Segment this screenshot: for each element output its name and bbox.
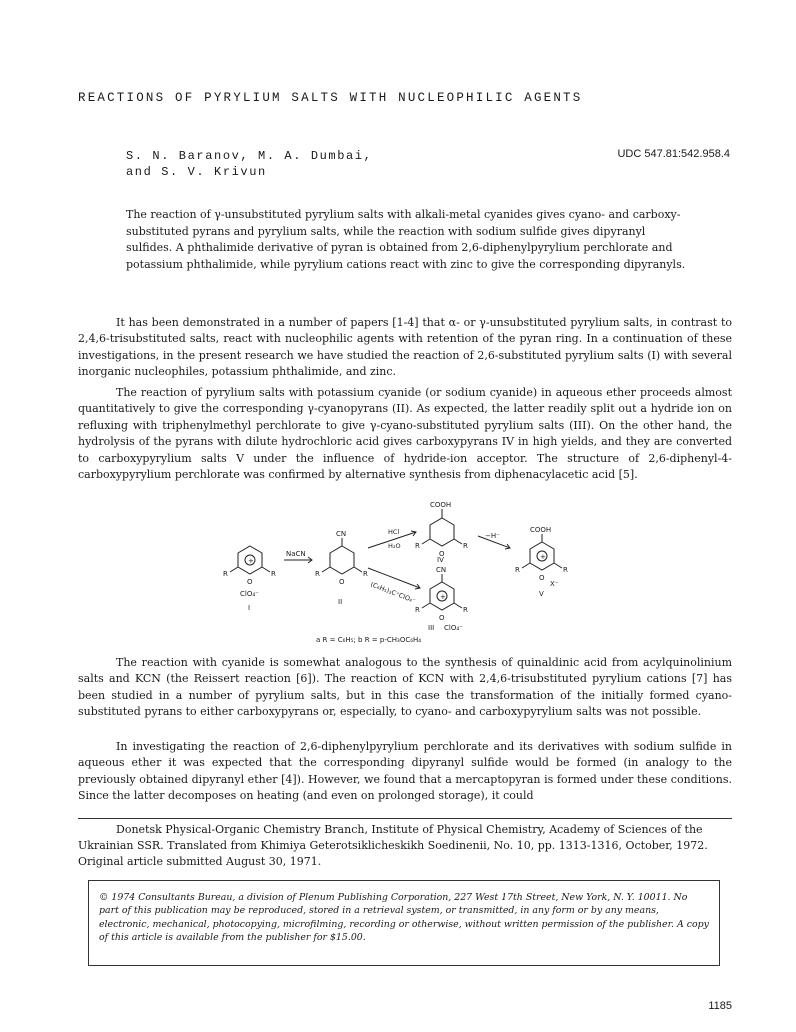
- udc-code: UDC 547.81:542.958.4: [617, 148, 730, 160]
- substituent-r: R: [463, 542, 468, 550]
- compound-label-iv: IV: [437, 556, 444, 564]
- body-paragraph-1: [78, 315, 732, 381]
- authors-line-2: and S. V. Krivun: [126, 165, 267, 179]
- ring-ii: [330, 546, 354, 574]
- substituent-r: R: [271, 570, 276, 578]
- ring-iv: [430, 518, 454, 546]
- paragraph-text: It has been demonstrated in a number of papers [1-4] that α- or γ-unsubstituted pyrylium salts, in contrast to 2,4,6-trisubstituted salts, react with nucleophilic agents with retention of the pyran ring. In a continuation of these investigations, in the present research we have studied the reaction of 2,6-substituted pyrylium salts (I) with several inorganic nucleophiles, potassium phthalimide, and zinc.: [78, 316, 732, 379]
- paragraph-text: In investigating the reaction of 2,6-diphenylpyrylium perchlorate and its derivatives with sodium sulfide in aqueous ether it was expected that the corresponding dipyranyl sulfide would be formed (in analogy to the previously obtained dipyranyl ether [4]). However, we found that a mercaptopyran is formed under these conditions. Since the latter decomposes on heating (and even on prolonged storage), it could: [78, 740, 732, 803]
- reagent-water: H₂O: [388, 542, 401, 550]
- compound-label-i: I: [248, 604, 251, 612]
- scheme-legend: a R = C₆H₅; b R = p-CH₃OC₆H₄: [316, 636, 422, 644]
- substituent-r: R: [515, 566, 520, 574]
- ring-o: O: [339, 578, 345, 586]
- substituent-r: R: [415, 542, 420, 550]
- substituent-r: R: [223, 570, 228, 578]
- reagent-nacn: NaCN: [286, 550, 306, 558]
- page-number: 1185: [708, 1000, 732, 1012]
- reagent-minus-h: −H⁻: [485, 532, 500, 540]
- reaction-scheme: [220, 496, 580, 646]
- cation-plus: +: [540, 553, 546, 561]
- body-paragraph-4: [78, 739, 732, 805]
- body-paragraph-2: [78, 385, 732, 483]
- ring-o: O: [539, 574, 545, 582]
- cyano-iii: CN: [436, 566, 447, 574]
- paragraph-text: The reaction with cyanide is somewhat analogous to the synthesis of quinaldinic acid from acylquinolinium salts and KCN (the Reissert reaction [6]). The reaction of KCN with 2,4,6-trisubstituted pyrylium cations [7] has been studied in a number of pyrylium salts, but in this case the transformation of the initially formed cyano-substituted pyrans to either carboxypyrans or, especially, to cyano- and carboxypyrylium salts was not possible.: [78, 656, 732, 719]
- substituent-r: R: [363, 570, 368, 578]
- perchlorate-i: ClO₄⁻: [240, 590, 259, 598]
- cation-plus: +: [248, 557, 254, 565]
- ring-o: O: [439, 550, 445, 558]
- carboxy-v: COOH: [530, 526, 552, 534]
- cation-plus: +: [440, 593, 446, 601]
- substituent-r: R: [315, 570, 320, 578]
- copyright-box: [88, 880, 720, 966]
- substituent-r: R: [463, 606, 468, 614]
- body-paragraph-3: [78, 655, 732, 721]
- footnote-divider: [78, 818, 732, 819]
- compound-label-iii: III: [428, 624, 435, 632]
- anion-x: X⁻: [550, 580, 559, 588]
- ring-o: O: [439, 614, 445, 622]
- copyright-text: © 1974 Consultants Bureau, a division of Plenum Publishing Corporation, 227 West 17th Street, New York, N. Y. 10011. No part of this publication may be reproduced, stored in a retrieval system, or transmitted, in any form or by any means, electronic, mechanical, photocopying, microfilming, recording or otherwise, without written permission of the publisher. A copy of this article is available from the publisher for $15.00.: [99, 892, 709, 944]
- substituent-r: R: [415, 606, 420, 614]
- ring-o: O: [247, 578, 253, 586]
- affiliation-text: Donetsk Physical-Organic Chemistry Branch, Institute of Physical Chemistry, Academy of Sciences of the Ukrainian SSR. Translated from Khimiya Geterotsiklicheskikh Soedinenii, No. 10, pp. 1313-1316, October, 1972. Original article submitted August 30, 1971.: [78, 823, 708, 869]
- substituent-r: R: [563, 566, 568, 574]
- compound-label-ii: II: [338, 598, 343, 606]
- perchlorate-iii: ClO₄⁻: [444, 624, 463, 632]
- article-title: REACTIONS OF PYRYLIUM SALTS WITH NUCLEOPHILIC AGENTS: [78, 91, 583, 105]
- cyano-ii: CN: [336, 530, 347, 538]
- abstract: The reaction of γ-unsubstituted pyrylium salts with alkali-metal cyanides gives cyano- and carboxy-substituted pyrans and pyrylium salts, while the reaction with sodium sulfide gives dipyranyl sulfides. A phthalimide derivative of pyran is obtained from 2,6-diphenylpyrylium perchlorate and potassium phthalimide, while pyrylium cations react with zinc to give the corresponding dipyranyls.: [126, 208, 686, 271]
- authors: [126, 148, 456, 180]
- reagent-trityl: (C₆H₅)₃C⁺ClO₄⁻: [369, 580, 417, 605]
- compound-label-v: V: [539, 590, 544, 598]
- carboxy-iv: COOH: [430, 501, 452, 509]
- reagent-hcl: HCl: [388, 528, 400, 536]
- authors-line-1: S. N. Baranov, M. A. Dumbai,: [126, 149, 373, 163]
- affiliation-footnote: [78, 822, 732, 871]
- paragraph-text: The reaction of pyrylium salts with potassium cyanide (or sodium cyanide) in aqueous ether proceeds almost quantitatively to give the corresponding γ-cyanopyrans (II). As expected, the latter readily split out a hydride ion on refluxing with triphenylmethyl perchlorate to give γ-cyano-substituted pyrylium salts (III). On the other hand, the hydrolysis of the pyrans with dilute hydrochloric acid gives carboxypyrans IV in high yields, and they are converted to carboxypyrylium salts V under the influence of hydride-ion acceptor. The structure of 2,6-diphenyl-4-carboxypyrylium perchlorate was confirmed by alternative synthesis from diphenacylacetic acid [5].: [78, 386, 732, 482]
